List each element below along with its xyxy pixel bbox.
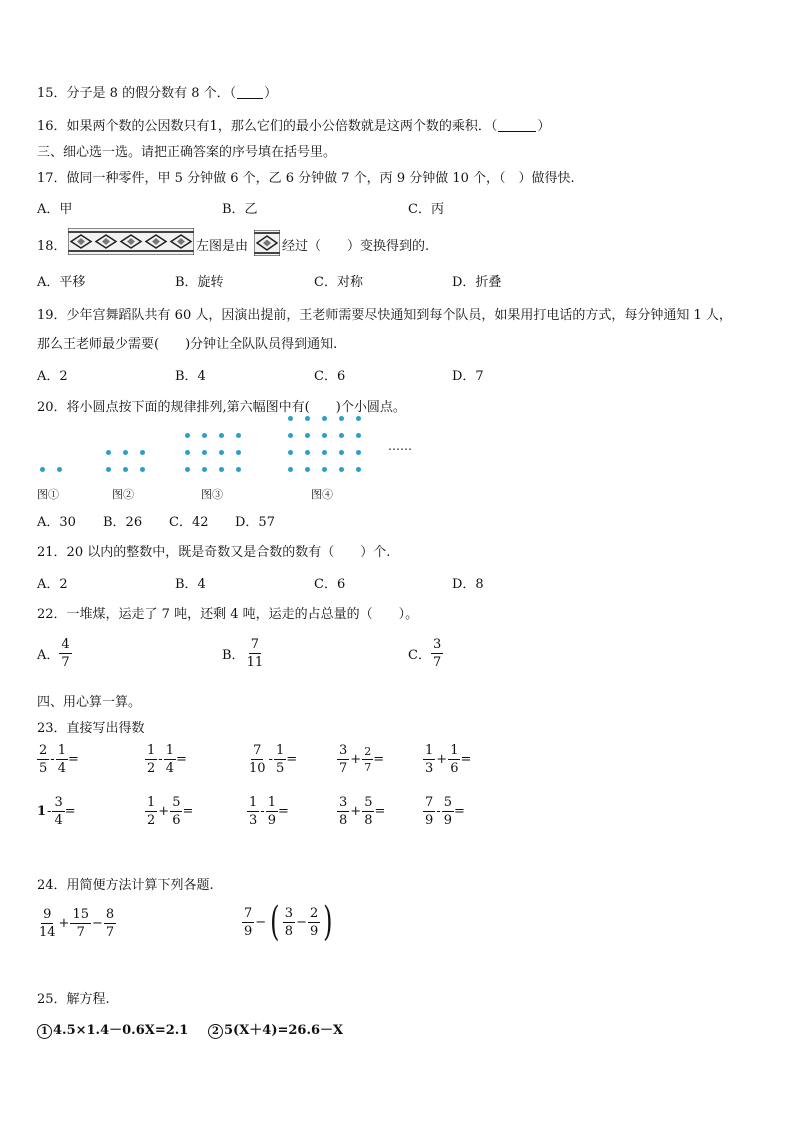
pattern-dot [236,450,241,455]
section-heading-4: 四、用心算一算。 [37,695,142,710]
circled-number-1: 1 [37,1024,52,1039]
pattern-dot [288,467,293,472]
fraction: $\frac{5}{9}$ [443,795,452,828]
q17-option-a[interactable]: A．甲 [37,202,73,217]
circled-number-2: 2 [208,1024,223,1039]
pattern-dot [106,450,111,455]
pattern-dot [219,450,224,455]
pattern-dot [202,433,207,438]
pattern-dot [236,433,241,438]
mental-math-item: $\frac{1}{3}$ - $\frac{1}{9}$ = [249,795,289,828]
ellipsis: …… [388,439,412,453]
fraction: $\frac{1}{3}$ [249,795,258,828]
pattern-dot [356,416,361,421]
mental-math-item: $\frac{1}{2}$ + $\frac{5}{6}$ = [147,795,194,828]
simplify-expression-1: $\frac{9}{14}$ + $\frac{15}{7}$ − $\frac{8}{7}$ [39,907,115,940]
question-21-text: 21．20 以内的整数中，既是奇数又是合数的数有（ ）个. [37,545,391,560]
q19-option-a[interactable]: A．2 [37,369,68,384]
pattern-dot [123,467,128,472]
pattern-dot [106,467,111,472]
fraction: $\frac{1}{4}$ [57,743,66,776]
question-17-text: 17．做同一种零件，甲 5 分钟做 6 个，乙 6 分钟做 7 个，丙 9 分钟做 10 个，（ ）做得快. [37,171,575,186]
pattern-dot [305,450,310,455]
mental-math-item: $\frac{3}{8}$ + $\frac{5}{8}$ = [339,795,386,828]
q17-option-c[interactable]: C．丙 [408,202,444,217]
q21-option-c[interactable]: C．6 [314,577,346,592]
pattern-dot [322,433,327,438]
q22-option-b[interactable]: B． $\frac{7}{11}$ [222,637,264,670]
fraction: $\frac{7}{9}$ [425,795,434,828]
question-16-text: 16．如果两个数的公因数只有1，那么它们的最小公倍数就是这两个数的乘积．（ [37,119,498,134]
q18-option-a[interactable]: A．平移 [37,275,86,290]
pattern-dot [305,433,310,438]
mental-math-item: $\frac{3}{7}$ + $\frac{2}{7}$ = [339,743,385,776]
q22-option-a[interactable]: A． $\frac{4}{7}$ [37,637,70,670]
pattern-dot [185,467,190,472]
question-18-number: 18． [37,239,67,254]
mental-math-item: 1 - $\frac{3}{4}$ = [37,795,76,828]
pattern-dot [140,467,145,472]
figure-caption-4: 图④ [311,488,333,501]
pattern-dot [140,450,145,455]
pattern-dot [339,416,344,421]
pattern-dot [57,467,62,472]
fraction: $\frac{2}{5}$ [39,743,48,776]
pattern-dot [288,450,293,455]
q20-option-b[interactable]: B．26 [103,515,143,530]
pattern-dot [202,467,207,472]
pattern-dot [356,433,361,438]
pattern-dot [202,450,207,455]
pattern-dot [236,467,241,472]
q21-option-b[interactable]: B．4 [175,577,206,592]
q20-option-c[interactable]: C．42 [169,515,209,530]
pattern-dot [322,416,327,421]
q19-option-c[interactable]: C．6 [314,369,346,384]
fraction: $\frac{1}{6}$ [450,743,459,776]
question-18-mid: 左图是由 [196,239,249,254]
fraction: $\frac{1}{5}$ [275,743,285,776]
fraction: $\frac{1}{2}$ [147,795,156,828]
pattern-dot [339,433,344,438]
q21-option-a[interactable]: A．2 [37,577,68,592]
pattern-dot [305,416,310,421]
pattern-dot [185,450,190,455]
question-23-text: 23．直接写出得数 [37,721,145,736]
q22-option-c[interactable]: C． $\frac{3}{7}$ [408,637,442,670]
question-15-text: 15．分子是 8 的假分数有 8 个．（ [37,86,237,101]
answer-blank[interactable] [237,86,263,99]
fraction: $\frac{1}{9}$ [267,795,276,828]
fraction: $\frac{4}{7}$ [61,637,70,670]
pattern-dot [356,450,361,455]
mental-math-item: $\frac{1}{3}$ + $\frac{1}{6}$ = [425,743,472,776]
fraction: $\frac{3}{7}$ [339,743,348,776]
figure-caption-1: 图① [37,488,59,501]
pattern-dot [40,467,45,472]
section-heading-3: 三、细心选一选。请把正确答案的序号填在括号里。 [37,145,337,160]
question-20-text: 20．将小圆点按下面的规律排列,第六幅图中有( )个小圆点。 [37,400,406,415]
mental-math-item: $\frac{7}{10}$ - $\frac{1}{5}$ = [249,743,298,776]
pattern-dot [305,467,310,472]
pattern-dot [288,416,293,421]
fraction: $\frac{5}{8}$ [364,795,373,828]
fraction: $\frac{3}{4}$ [54,795,63,828]
question-19-line1: 19．少年宫舞蹈队共有 60 人，因演出提前，王老师需要尽快通知到每个队员，如果用打电话的方式，每分钟通知 1 人， [37,308,732,323]
simplify-expression-2: $\frac{7}{9}$ − ( $\frac{3}{8}$ − $\frac{2}{9}$ ) [244,899,333,945]
question-16: 16．如果两个数的公因数只有1，那么它们的最小公倍数就是这两个数的乘积．（ ） [37,119,551,134]
q18-option-d[interactable]: D．折叠 [452,275,502,290]
fraction: $\frac{2}{7}$ [364,745,372,774]
question-25-text: 25．解方程. [37,992,110,1007]
fraction: $\frac{5}{6}$ [172,795,181,828]
fraction: $\frac{1}{3}$ [425,743,434,776]
pattern-dot [322,450,327,455]
fraction: $\frac{1}{4}$ [165,743,174,776]
answer-blank[interactable] [498,119,536,132]
q21-option-d[interactable]: D．8 [452,577,484,592]
question-18-tail: 经过（ ）变换得到的. [282,239,430,254]
pattern-dot [123,450,128,455]
question-22-text: 22．一堆煤，运走了 7 吨，还剩 4 吨，运走的占总量的（ ）。 [37,607,419,622]
q20-option-a[interactable]: A．30 [37,515,76,530]
question-24-text: 24．用简便方法计算下列各题. [37,878,214,893]
figure-caption-2: 图② [112,488,134,501]
question-15: 15．分子是 8 的假分数有 8 个．（ ） [37,86,278,101]
q17-option-b[interactable]: B．乙 [222,202,258,217]
pattern-dot [288,433,293,438]
equation-1: 1 4.5×1.4－0.6X=2.1 [37,1019,188,1039]
mental-math-item: $\frac{2}{5}$ - $\frac{1}{4}$ = [39,743,79,776]
fraction: $\frac{7}{11}$ [246,637,264,670]
pattern-dot [219,433,224,438]
question-19-line2: 那么王老师最少需要( )分钟让全队队员得到通知. [37,337,338,352]
fraction: $\frac{7}{10}$ [249,743,266,776]
q18-option-b[interactable]: B．旋转 [175,275,224,290]
q18-option-c[interactable]: C．对称 [314,275,363,290]
pattern-dot [356,467,361,472]
mental-math-item: $\frac{7}{9}$ - $\frac{5}{9}$ = [425,795,465,828]
equation-2: 2 5(X＋4)=26.6－X [208,1019,343,1039]
q20-option-d[interactable]: D．57 [235,515,275,530]
fraction: $\frac{3}{8}$ [339,795,348,828]
mental-math-item: $\frac{1}{2}$ - $\frac{1}{4}$ = [147,743,187,776]
pattern-dot [219,467,224,472]
pattern-dot [339,467,344,472]
figure-caption-3: 图③ [201,488,223,501]
q19-option-b[interactable]: B．4 [175,369,206,384]
fraction: $\frac{1}{2}$ [147,743,156,776]
pattern-dot [339,450,344,455]
q19-option-d[interactable]: D．7 [452,369,484,384]
pattern-dot [322,467,327,472]
fraction: $\frac{3}{7}$ [432,637,442,670]
pattern-unit-image [254,230,280,256]
pattern-strip-image [68,228,194,255]
pattern-dot [185,433,190,438]
